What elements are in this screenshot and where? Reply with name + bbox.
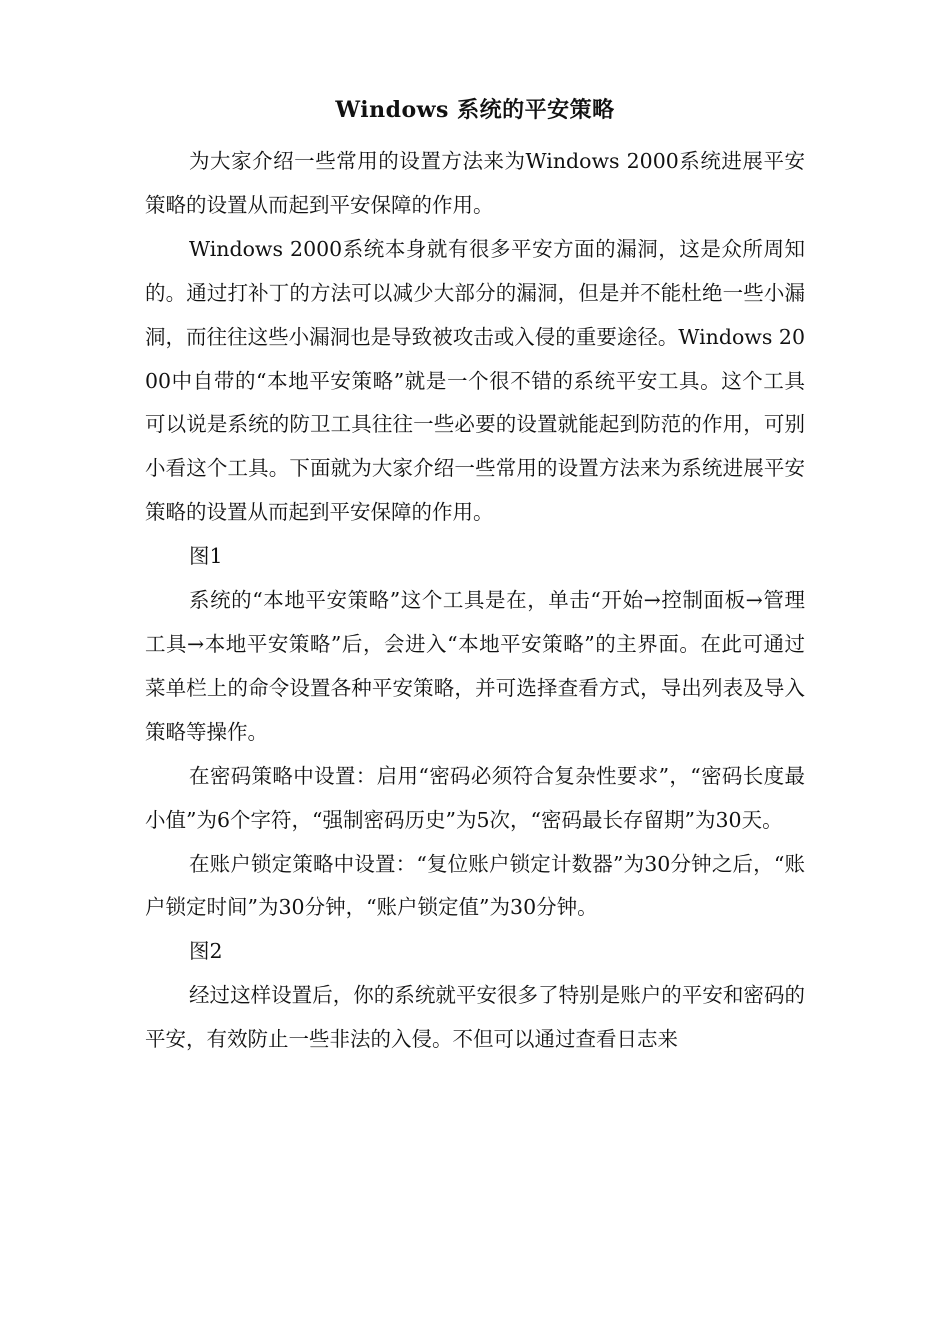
paragraph-vulnerabilities: Windows 2000系统本身就有很多平安方面的漏洞，这是众所周知的。通过打补丁的方法可以减少大部分的漏洞，但是并不能杜绝一些小漏洞，而往往这些小漏洞也是导致被攻击或入侵的重要途径。Windows 2000中自带的“本地平安策略”就是一个很不错的系统平安工具。这个工具可以说是系统的防卫工具往往一些必要的设置就能起到防范的作用，可别小看这个工具。下面就为大家介绍一些常用的设置方法来为系统进展平安策略的设置从而起到平安保障的作用。 (145, 236, 805, 525)
paragraph-open-tool: 系统的“本地平安策略”这个工具是在，单击“开始→控制面板→管理工具→本地平安策略”后，会进入“本地平安策略”的主界面。在此可通过菜单栏上的命令设置各种平安策略，并可选择查看方式，导出列表及导入策略等操作。 (145, 588, 805, 744)
figure-caption-1: 图1 (189, 544, 223, 569)
paragraph-password-policy: 在密码策略中设置：启用“密码必须符合复杂性要求”，“密码长度最小值”为6个字符，“强制密码历史”为5次，“密码最长存留期”为30天。 (145, 763, 805, 832)
paragraph-conclusion: 经过这样设置后，你的系统就平安很多了特别是账户的平安和密码的平安，有效防止一些非法的入侵。不但可以通过查看日志来 (145, 983, 805, 1052)
figure-caption-2: 图2 (189, 939, 223, 964)
document-title: Windows 系统的平安策略 (335, 97, 615, 123)
paragraph-lockout-policy: 在账户锁定策略中设置：“复位账户锁定计数器”为30分钟之后，“账户锁定时间”为30分钟，“账户锁定值”为30分钟。 (145, 851, 805, 920)
paragraph-intro: 为大家介绍一些常用的设置方法来为Windows 2000系统进展平安策略的设置从而起到平安保障的作用。 (145, 149, 805, 217)
document-body (145, 140, 805, 1062)
